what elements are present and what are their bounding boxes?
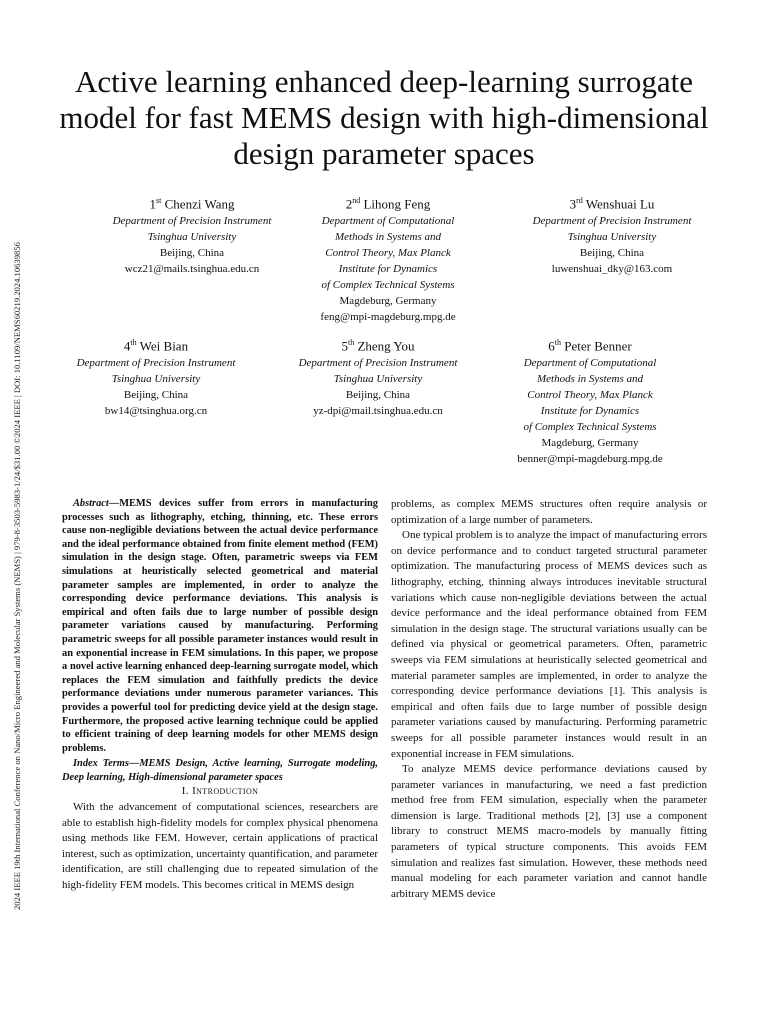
author-block-6 [484, 334, 696, 467]
author-affiliation: Methods in Systems and [334, 231, 441, 244]
author-name: 4th Wei Bian [123, 338, 189, 354]
author-affiliation: Department of Computational [523, 357, 657, 370]
author-affiliation: Department of Precision Instrument [532, 215, 692, 228]
author-name: 2nd Lihong Feng [345, 196, 431, 212]
author-email: luwenshuai_dky@163.com [551, 263, 673, 276]
author-block-3 [504, 192, 720, 277]
author-email: bw14@tsinghua.org.cn [104, 405, 208, 418]
author-affiliation: Department of Precision Instrument [112, 215, 272, 228]
abstract-text: —MEMS devices suffer from errors in manufacturing processes such as lithography, etching, thinning, etc. These errors cause non-negligible deviations between the actual device performance and the ideal performance obtained from finite element method (FEM) simulation in the design stage. Often, parametric sweeps via FEM simulations at heuristically selected geometrical and material parameter samples are implemented, in order to analyze the corresponding device performance deviations. This analysis is empirical and often fails due to large number of possible design parameter variations caused by manufacturing. Performing parametric sweeps for all possible parameter instances would result in an exponential increase in FEM simulations. In this paper, we propose a novel active learning enhanced deep-learning surrogate model, which replaces the FEM simulation and faithfully predicts the device performance deviations under numerous parameter variances. This provides a powerful tool for predicting device yield at the design stage. Furthermore, the proposed active learning technique could be applied to efficient training of deep learning models for other MEMS design problems. [62, 498, 378, 754]
author-affiliation: Methods in Systems and [536, 373, 643, 386]
author-location: Beijing, China [579, 247, 645, 260]
author-affiliation: Control Theory, Max Planck [325, 247, 451, 260]
author-email: yz-dpi@mail.tsinghua.edu.cn [313, 405, 443, 418]
author-affiliation: Institute for Dynamics [540, 405, 640, 418]
author-email: feng@mpi-magdeburg.mpg.de [320, 311, 456, 324]
index-terms-text: —MEMS Design, Active learning, Surrogate modeling, Deep learning, High-dimensional parameter spaces [62, 758, 378, 783]
author-affiliation: Tsinghua University [333, 373, 423, 386]
abstract [62, 497, 378, 755]
index-terms-label: Index Terms [73, 758, 129, 770]
paragraph: problems, as complex MEMS structures often require analysis or optimization of a large number of parameters. [391, 498, 707, 526]
author-block-2 [300, 192, 476, 325]
sidebar-citation [12, 110, 30, 910]
index-terms [62, 757, 378, 784]
author-location: Beijing, China [123, 389, 189, 402]
author-affiliation: Department of Precision Instrument [298, 357, 458, 370]
author-affiliation: Department of Precision Instrument [76, 357, 236, 370]
author-name: 3rd Wenshuai Lu [569, 196, 655, 212]
author-block-1 [84, 192, 300, 277]
paper-title: Active learning enhanced deep-learning surrogate model for fast MEMS design with high-dimensional design parameter spaces [59, 64, 709, 171]
author-location: Beijing, China [345, 389, 411, 402]
abstract-label: Abstract [73, 498, 109, 509]
author-name: 5th Zheng You [341, 338, 415, 354]
author-affiliation: Institute for Dynamics [338, 263, 438, 276]
author-affiliation: Tsinghua University [567, 231, 657, 244]
author-block-4 [48, 334, 264, 419]
section-heading: I. Introduction [181, 785, 259, 798]
right-column [391, 497, 707, 902]
section-title: Introduction [192, 785, 259, 798]
author-block-5 [270, 334, 486, 419]
author-email: wcz21@mails.tsinghua.edu.cn [124, 263, 260, 276]
author-location: Beijing, China [159, 247, 225, 260]
paragraph: One typical problem is to analyze the impact of manufacturing errors on device performance and to conduct targeted structural parameter optimization. The manufacturing process of MEMS devices such as lithography, etching, thinning always introduces inevitable structural variations which cause non-negligible deviations between the actual device performance and the ideal performance obtained from FEM simulation in the design stage. The structural variations usually can be defined via physical or geometrical parameters. Often, parametric sweeps via FEM simulations at heuristically selected geometrical and material parameter samples are implemented, in order to analyze the corresponding device performance deviations [1]. This analysis is empirical and often fails due to large number of possible design parameter variations caused by manufacturing. Performing parametric sweeps for all possible parameter instances would result in an exponential increase in FEM simulations. [391, 529, 707, 760]
paragraph: To analyze MEMS device performance deviations caused by parameter variances in manufacturing, we need a fast prediction method free from FEM simulation, especially when the parameter dimension is large. Traditional methods [2], [3] use a component library to construct MEMS macro-models by manually fitting parameters of typical structure components. This avoids FEM simulation and realizes fast simulation. However, these methods need manual modeling for each parameter variation and cannot handle arbitrary MEMS device [391, 763, 707, 900]
author-affiliation: of Complex Technical Systems [321, 279, 455, 292]
sidebar-citation-text: 2024 IEEE 19th International Conference on Nano/Micro Engineered and Molecular Systems (NEMS) | 979-8-3503-5983-1/24/$31.00 ©2024 IEEE | DOI: 10.1109/NEMS60219.2024.10639856 [12, 242, 22, 910]
paragraph: With the advancement of computational sciences, researchers are able to establish high-fidelity models for complex physical phenomena using methods like FEM. However, certain applications of practical interest, such as optimization, uncertainty quantification, and parameter identification, are still challenging due to repeated simulation of the high-fidelity FEM models. This becomes critical in MEMS design [62, 801, 378, 892]
author-affiliation: Control Theory, Max Planck [527, 389, 653, 402]
author-email: benner@mpi-magdeburg.mpg.de [517, 453, 663, 466]
left-column [62, 497, 378, 894]
author-affiliation: Tsinghua University [111, 373, 201, 386]
author-affiliation: of Complex Technical Systems [523, 421, 657, 434]
author-name: 6th Peter Benner [548, 338, 632, 354]
author-location: Magdeburg, Germany [541, 437, 639, 450]
author-affiliation: Department of Computational [321, 215, 455, 228]
author-location: Magdeburg, Germany [339, 295, 437, 308]
author-affiliation: Tsinghua University [147, 231, 237, 244]
author-name: 1st Chenzi Wang [149, 196, 235, 212]
